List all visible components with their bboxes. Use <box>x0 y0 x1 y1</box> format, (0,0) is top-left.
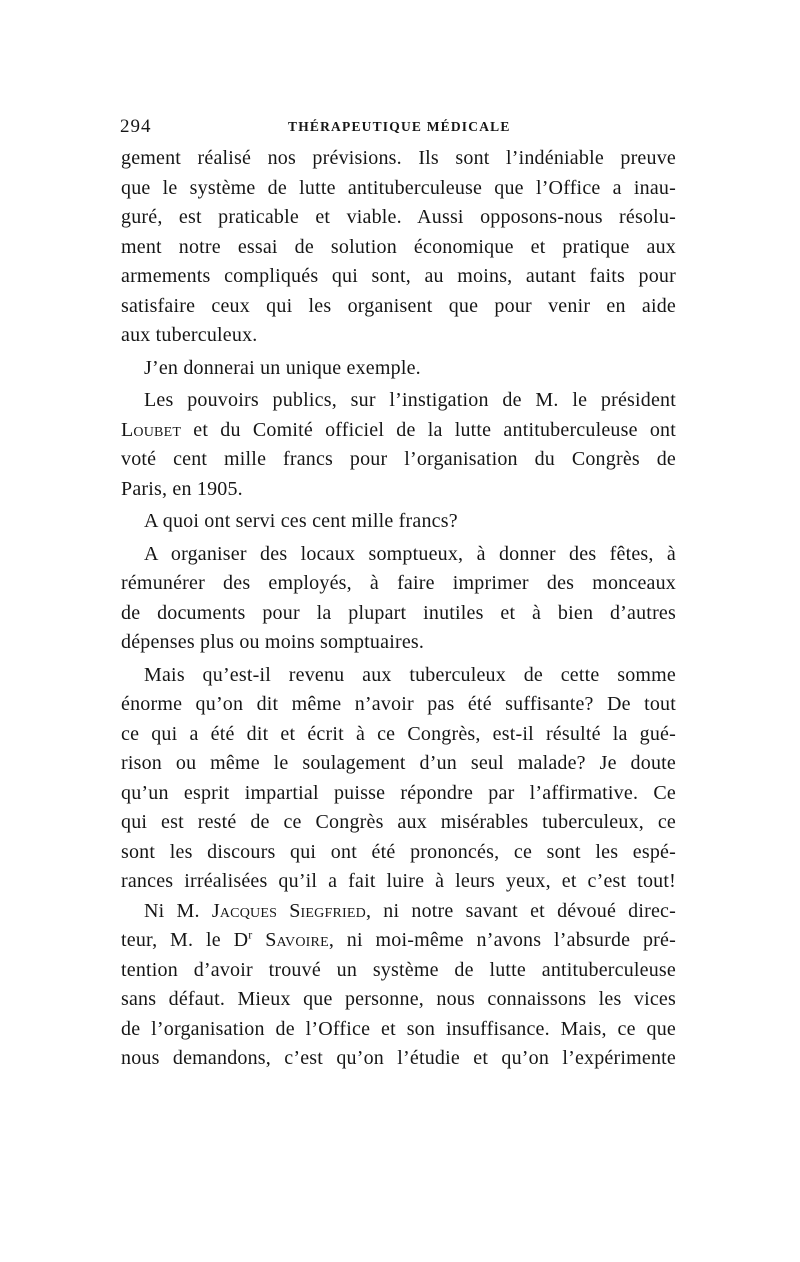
text-line: satisfaire ceux qui les organisent que pour venir en aide <box>121 294 676 317</box>
text-line: rison ou même le soulagement d’un seul malade? Je doute <box>121 752 676 774</box>
text-line: sans défaut. Mieux que personne, nous connaissons les vices <box>121 988 676 1010</box>
text-line: gement réalisé nos prévisions. Ils sont l’indéniable preuve <box>121 147 676 169</box>
text-line: rances irréalisées qu’il a fait luire à leurs yeux, et c’est tout! <box>121 870 676 892</box>
text-line: J’en donnerai un unique exemple. <box>144 356 421 379</box>
person-name: Jacques Siegfried <box>211 899 366 922</box>
person-name: Savoire <box>252 929 329 951</box>
running-title: THÉRAPEUTIQUE MÉDICALE <box>288 119 511 134</box>
body-text <box>121 144 676 1074</box>
page-number: 294 <box>120 116 152 137</box>
text-line: Les pouvoirs publics, sur l’instigation de M. le président <box>144 389 676 411</box>
text-line: A quoi ont servi ces cent mille francs? <box>144 510 458 532</box>
text-line: aux tuberculeux. <box>121 324 258 346</box>
text-line: tention d’avoir trouvé un système de lutte antituberculeuse <box>121 958 676 981</box>
text-line: Mais qu’est-il revenu aux tuberculeux de cette somme <box>144 663 676 686</box>
text-line: ce qui a été dit et écrit à ce Congrès, est-il résulté la gué- <box>121 722 676 745</box>
person-name: Loubet <box>121 418 182 441</box>
text-line: teur, M. le $D^r$ Savoire, ni moi-même n’avons l’absurde pré- <box>121 927 676 951</box>
text-line: guré, est praticable et viable. Aussi opposons-nous résolu- <box>121 206 676 228</box>
text-line: qu’un esprit impartial puisse répondre par l’affirmative. Ce <box>121 781 676 804</box>
text-line: énorme qu’on dit même n’avoir pas été suffisante? De tout <box>121 693 676 715</box>
text-line: qui est resté de ce Congrès aux misérables tuberculeux, ce <box>121 811 676 833</box>
text-line: ment notre essai de solution économique et pratique aux <box>121 235 676 258</box>
text-line: A organiser des locaux somptueux, à donner des fêtes, à <box>144 542 676 565</box>
text-line: sont les discours qui ont été prononcés, ce sont les espé- <box>121 840 676 863</box>
text-line: armements compliqués qui sont, au moins, autant faits pour <box>121 265 676 287</box>
text-line: Loubet et du Comité officiel de la lutte antituberculeuse ont <box>121 418 676 441</box>
running-head <box>120 116 680 138</box>
text-line: voté cent mille francs pour l’organisation du Congrès de <box>121 448 676 470</box>
text-line: nous demandons, c’est qu’on l’étudie et qu’on l’expérimente <box>121 1047 676 1069</box>
text-line: que le système de lutte antituberculeuse que l’Office a inau- <box>121 176 676 199</box>
text-line: dépenses plus ou moins somptuaires. <box>121 631 425 653</box>
text-line: de documents pour la plupart inutiles et à bien d’autres <box>121 601 676 624</box>
text-line: Paris, en 1905. <box>121 477 243 500</box>
text-line: rémunérer des employés, à faire imprimer des monceaux <box>121 572 676 594</box>
text-line: de l’organisation de l’Office et son insuffisance. Mais, ce que <box>121 1017 676 1040</box>
text-line: Ni M. Jacques Siegfried, ni notre savant et dévoué direc- <box>144 899 676 922</box>
